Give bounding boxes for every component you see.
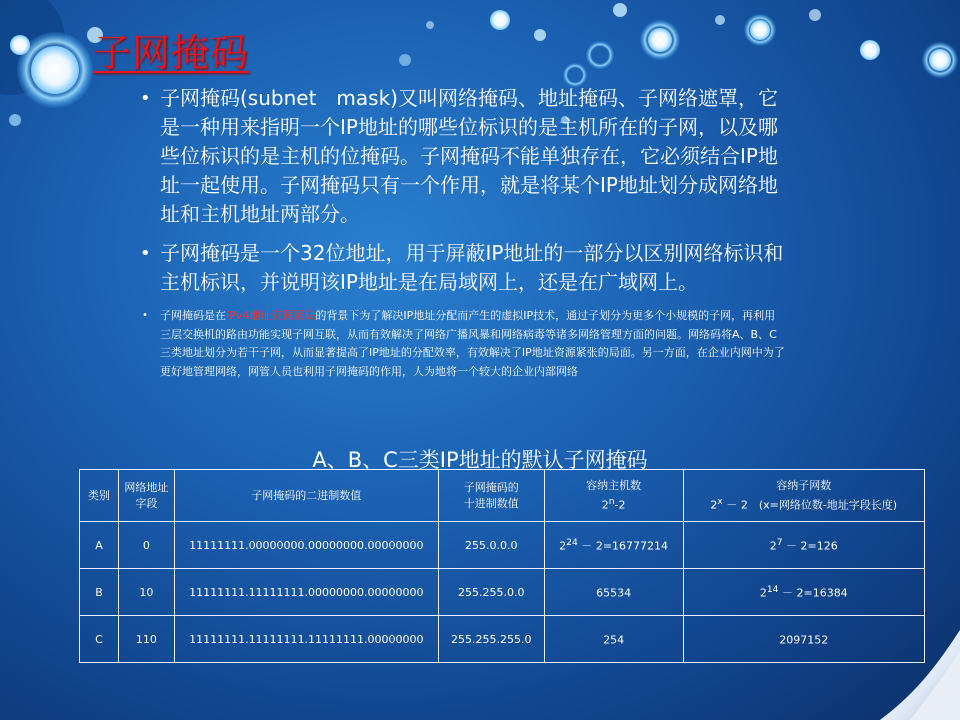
cell-subnets: $2^{14} - 2=16384$ [683,569,924,616]
cell-decimal: 255.255.255.0 [438,616,544,663]
cell-subnets: $2^7 - 2=126$ [683,522,924,569]
bullet-background [140,307,785,381]
bullet-definition: • 子网掩码(subnet mask)又叫网络掩码、地址掩码、子网络遮罩，它是一种用来指明一个IP地址的哪些位标识的是主机所在的子网，以及哪些位标识的是主机的位掩码。子网掩码不能单独存在，它必须结合IP地址一起使用。子网掩码只有一个作用，就是将某个IP地址划分成网络地址和主机地址两部分。 [140,84,790,229]
cell-subnets: 2097152 [683,616,924,663]
header-class: 类别 [80,470,119,522]
page-title: 子网掩码 [93,31,250,75]
table-row-a [80,522,925,569]
header-binary: 子网掩码的二进制数值 [174,470,438,522]
table-title: A、B、C三类IP地址的默认子网掩码 [312,448,648,472]
cell-binary: 11111111.11111111.11111111.00000000 [174,616,438,663]
cell-net-bits: 10 [118,569,174,616]
cell-class: C [80,616,119,663]
cell-hosts: 254 [544,616,683,663]
cell-binary: 11111111.11111111.00000000.00000000 [174,569,438,616]
header-net-bits: 网络地址字段 [118,470,174,522]
header-subnets: 容纳子网数 $2^x - 2$ (x=网络位数-地址字段长度) [683,470,924,522]
bullet-32bit: • 子网掩码是一个32位地址，用于屏蔽IP地址的一部分以区别网络标识和主机标识，并说明该IP地址是在局域网上，还是在广域网上。 [140,239,790,297]
ipv4-shortage-link[interactable]: IPv4地址资源紧缺 [226,309,316,322]
cell-class: A [80,522,119,569]
cell-class: B [80,569,119,616]
cell-hosts: $2^{24} - 2=16777214$ [544,522,683,569]
cell-net-bits: 0 [118,522,174,569]
bullet-background-suffix: 的背景下为了解决IP地址分配而产生的虚拟IP技术，通过子划分为更多个小规模的子网，再利用三层交换机的路由功能实现子网互联，从而有效解决了网络广播风暴和网络病毒等诸多网络管理方面的问题。网络码将A、B、C三类地址划分为若干子网，从而显著提高了IP地址的分配效率，有效解决了IP地址资源紧张的局面。另一方面，在企业内网中为了更好地管理网络，网管人员也利用子网掩码的作用，人为地将一个较大的企业内部网络 [160,309,785,378]
table-row-b [80,569,925,616]
bullet-background-prefix: 子网掩码是在 [160,309,226,322]
page-curl-decoration [840,630,960,720]
header-hosts: 容纳主机数 2$^n$-2 [544,470,683,522]
cell-decimal: 255.0.0.0 [438,522,544,569]
cell-binary: 11111111.00000000.00000000.00000000 [174,522,438,569]
subnet-mask-table [79,469,925,663]
bullet-list [140,84,790,381]
cell-hosts: 65534 [544,569,683,616]
cell-net-bits: 110 [118,616,174,663]
table-header-row [80,470,925,522]
table-row-c [80,616,925,663]
header-decimal: 子网掩码的 十进制数值 [438,470,544,522]
cell-decimal: 255.255.0.0 [438,569,544,616]
